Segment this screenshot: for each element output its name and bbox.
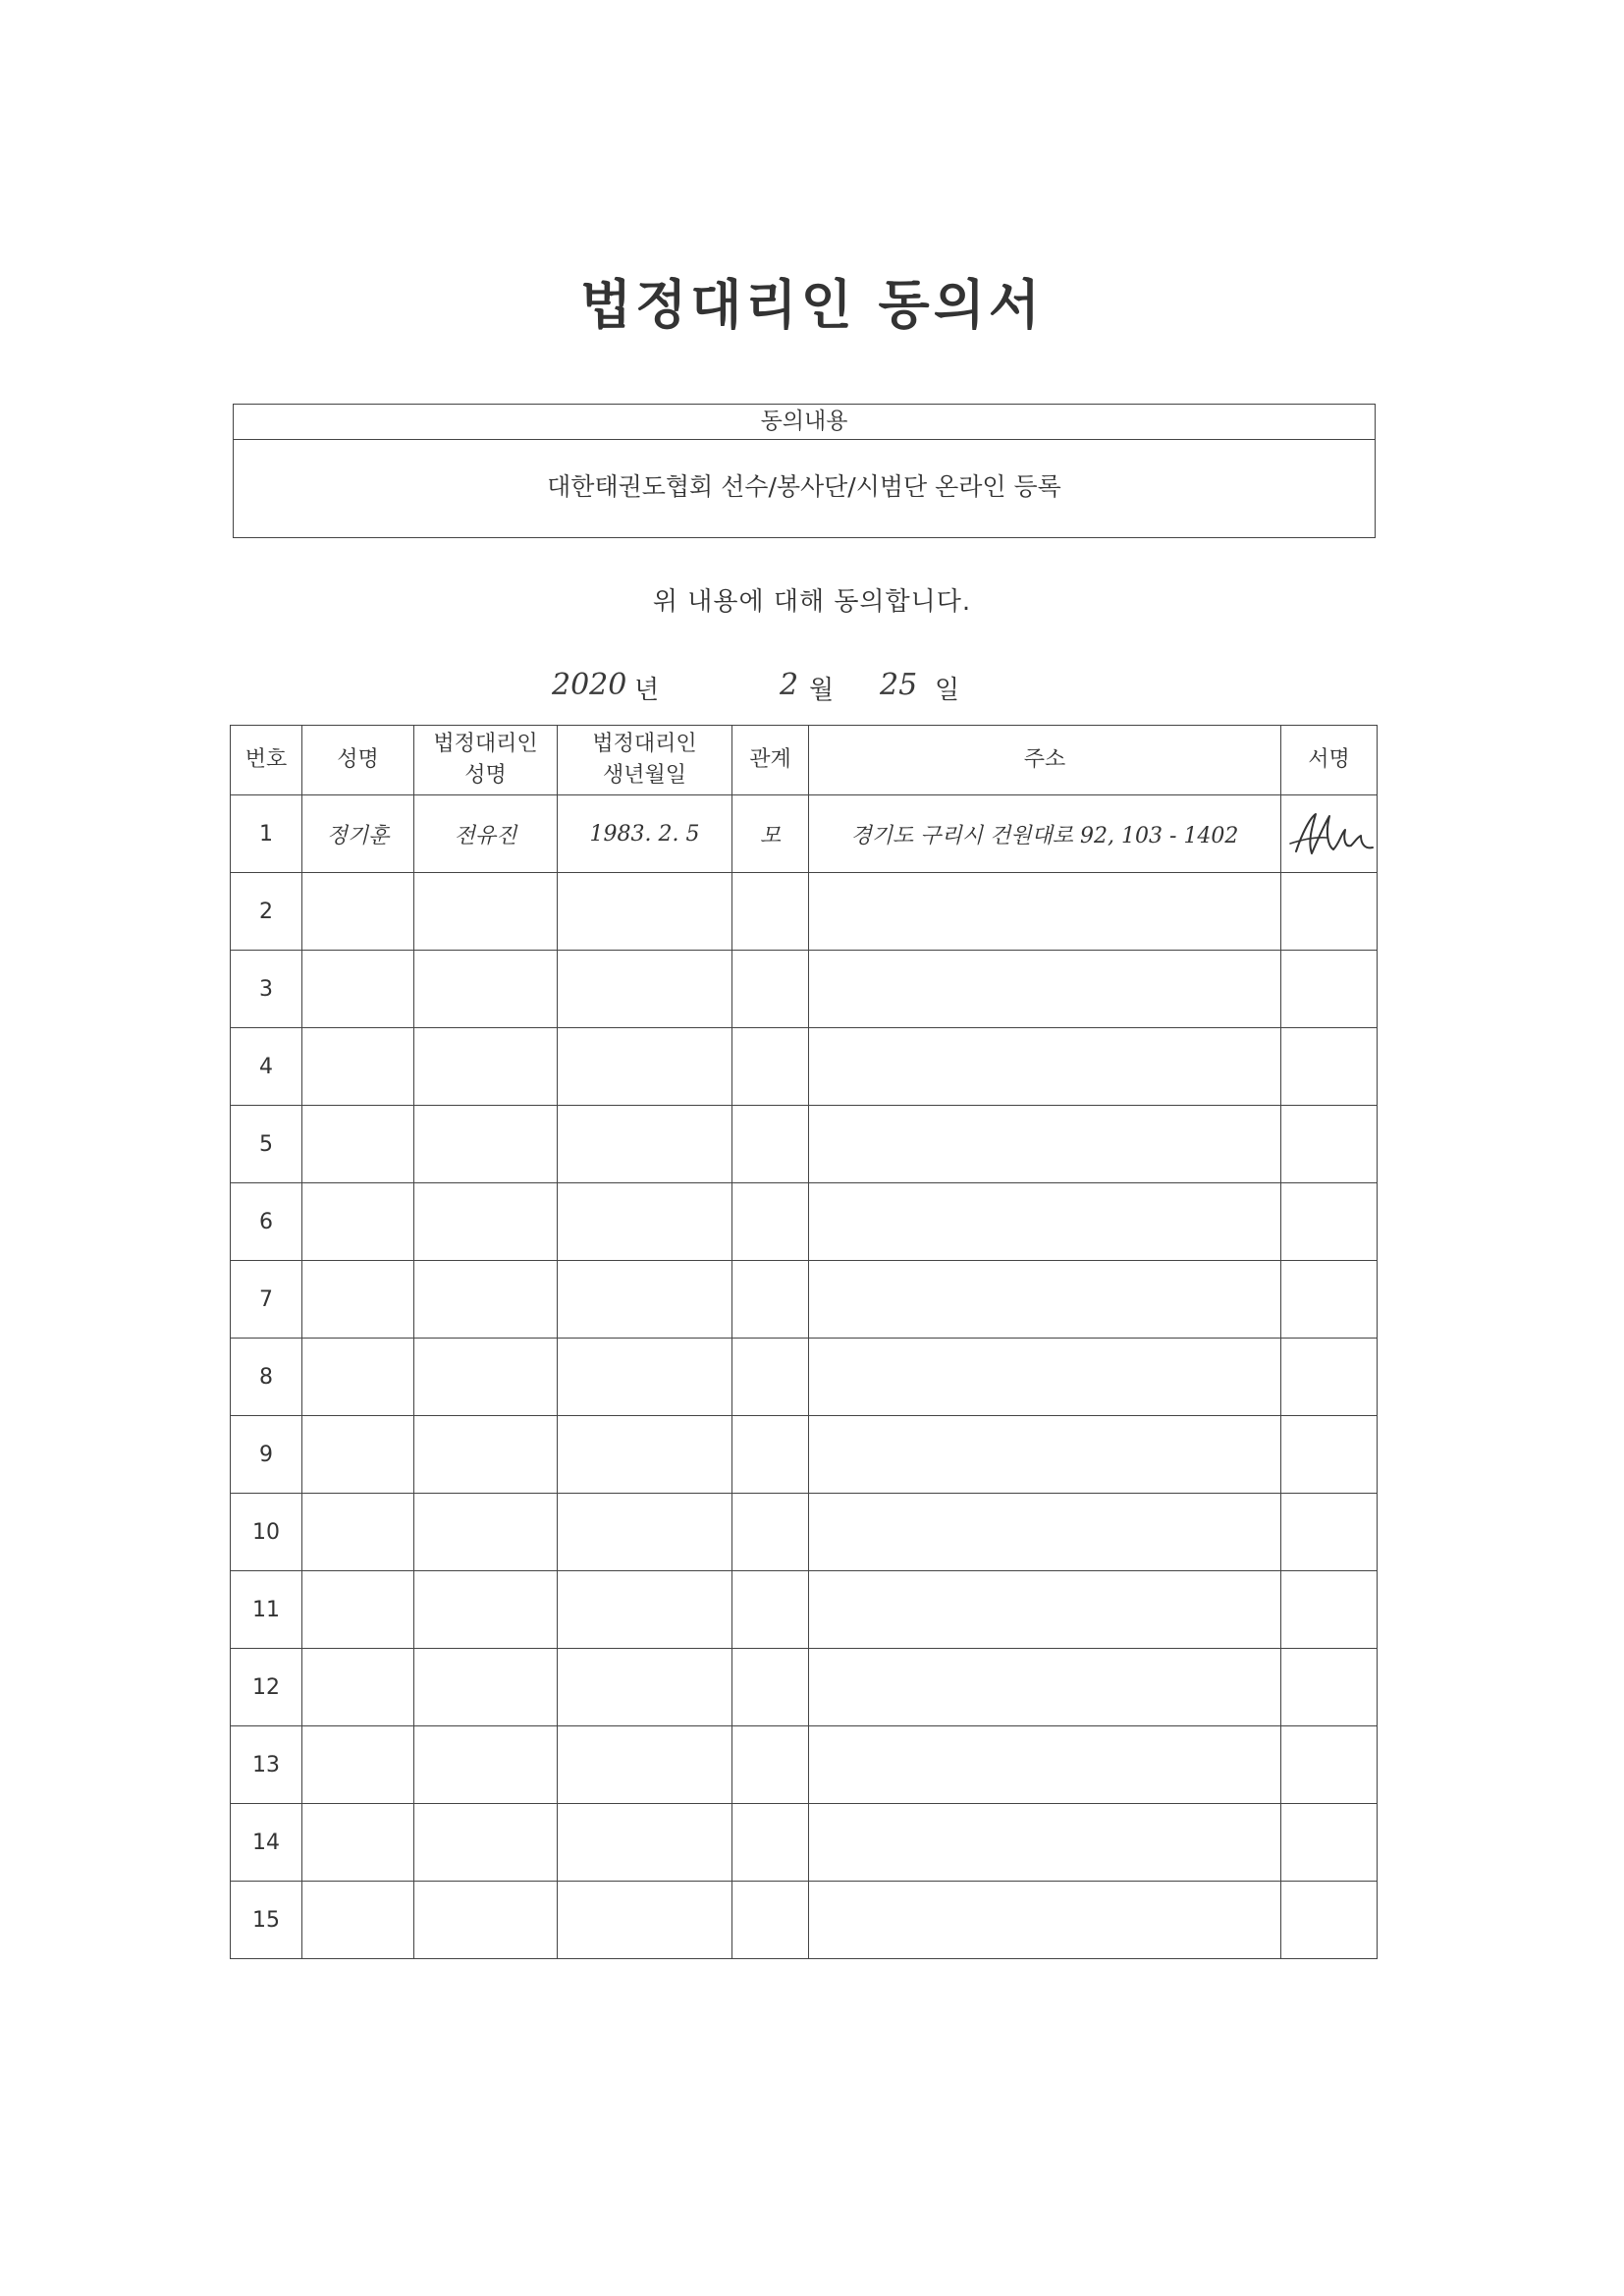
row-relation [732,1416,809,1494]
row-guardian-birth [558,951,732,1028]
table-row [231,1494,1378,1571]
row-number: 11 [231,1571,302,1649]
header-guardian-name [414,726,558,795]
row-guardian-name [414,1183,558,1261]
row-address [809,1726,1281,1804]
table-row [231,1339,1378,1416]
row-name [302,1106,414,1183]
row-address [809,1649,1281,1726]
row-guardian-birth [558,1494,732,1571]
row-signature [1281,1416,1378,1494]
row-number: 5 [231,1106,302,1183]
row-guardian-name [414,1726,558,1804]
row-number: 12 [231,1649,302,1726]
row-name [302,1571,414,1649]
row-name [302,1649,414,1726]
row-name [302,1726,414,1804]
row-guardian-birth [558,1261,732,1339]
consent-body: 대한태권도협회 선수/봉사단/시범단 온라인 등록 [547,472,1061,501]
table-row [231,1882,1378,1959]
table-row [231,1804,1378,1882]
row-number: 1 [231,795,302,873]
row-guardian-name: 전유진 [414,795,558,873]
header-guardian-birth-line2: 생년월일 [602,763,686,788]
table-row [231,1726,1378,1804]
document-title: 법정대리인 동의서 [579,273,1045,336]
row-guardian-birth [558,1804,732,1882]
row-guardian-name [414,1571,558,1649]
row-relation [732,1882,809,1959]
header-signature: 서명 [1281,726,1378,795]
row-relation [732,951,809,1028]
row-relation [732,1028,809,1106]
row-name [302,1183,414,1261]
row-number: 15 [231,1882,302,1959]
row-signature [1281,873,1378,951]
date-day-label: 일 [935,676,960,705]
row-guardian-name [414,1649,558,1726]
row-name [302,951,414,1028]
date-line [0,664,1624,713]
row-relation [732,1571,809,1649]
table-row [231,1183,1378,1261]
header-address: 주소 [809,726,1281,795]
row-number: 9 [231,1416,302,1494]
row-address [809,1183,1281,1261]
row-signature [1281,1726,1378,1804]
row-guardian-birth [558,1028,732,1106]
row-guardian-birth [558,1649,732,1726]
header-name: 성명 [302,726,414,795]
row-relation [732,1804,809,1882]
row-relation: 모 [732,795,809,873]
header-guardian-name-line1: 법정대리인 [433,732,538,756]
row-guardian-birth [558,1106,732,1183]
row-signature [1281,951,1378,1028]
row-guardian-name [414,951,558,1028]
row-address [809,1339,1281,1416]
table-row [231,1106,1378,1183]
table-row [231,1649,1378,1726]
row-signature [1281,1028,1378,1106]
header-relation: 관계 [732,726,809,795]
row-guardian-name [414,1339,558,1416]
row-guardian-name [414,1882,558,1959]
row-relation [732,1106,809,1183]
row-guardian-name [414,1028,558,1106]
row-relation [732,1183,809,1261]
row-signature [1281,1106,1378,1183]
row-signature [1281,1183,1378,1261]
header-guardian-birth [558,726,732,795]
table-row [231,951,1378,1028]
header-number: 번호 [231,726,302,795]
row-relation [732,1261,809,1339]
row-signature [1281,1494,1378,1571]
row-guardian-name [414,1494,558,1571]
row-number: 6 [231,1183,302,1261]
row-address [809,1416,1281,1494]
row-number: 2 [231,873,302,951]
row-guardian-name [414,1804,558,1882]
table-header-row [231,726,1378,795]
row-number: 3 [231,951,302,1028]
row-address [809,1882,1281,1959]
row-number: 13 [231,1726,302,1804]
row-number: 14 [231,1804,302,1882]
row-name [302,1882,414,1959]
header-guardian-birth-line1: 법정대리인 [592,732,697,756]
row-signature [1281,795,1378,873]
row-relation [732,873,809,951]
table-row [231,795,1378,873]
date-month: 2 [780,668,799,702]
row-relation [732,1494,809,1571]
row-relation [732,1339,809,1416]
row-address [809,1571,1281,1649]
row-signature [1281,1649,1378,1726]
row-address [809,873,1281,951]
row-name [302,1261,414,1339]
row-guardian-name [414,1106,558,1183]
row-name [302,1028,414,1106]
date-day: 25 [880,668,918,702]
row-number: 10 [231,1494,302,1571]
agreement-statement: 위 내용에 대해 동의합니다. [652,587,972,617]
row-guardian-name [414,873,558,951]
row-guardian-birth [558,1183,732,1261]
handwritten-signature [1282,804,1377,863]
row-name: 정기훈 [302,795,414,873]
row-name [302,1494,414,1571]
row-guardian-birth [558,1571,732,1649]
row-name [302,1804,414,1882]
row-guardian-birth [558,1726,732,1804]
date-year: 2020 [552,668,627,702]
table-row [231,873,1378,951]
row-signature [1281,1261,1378,1339]
date-year-label: 년 [634,676,660,705]
row-guardian-birth [558,1416,732,1494]
consent-content-box [233,404,1376,538]
row-guardian-birth [558,1339,732,1416]
row-number: 8 [231,1339,302,1416]
row-address [809,1261,1281,1339]
table-row [231,1261,1378,1339]
row-address [809,1106,1281,1183]
row-number: 7 [231,1261,302,1339]
date-month-label: 월 [809,676,835,705]
guardian-table [230,725,1378,1959]
row-number: 4 [231,1028,302,1106]
row-signature [1281,1571,1378,1649]
table-row [231,1416,1378,1494]
row-name [302,1339,414,1416]
row-signature [1281,1804,1378,1882]
row-relation [732,1726,809,1804]
row-guardian-birth [558,873,732,951]
row-guardian-birth [558,1882,732,1959]
row-guardian-name [414,1416,558,1494]
row-address [809,951,1281,1028]
row-name [302,873,414,951]
row-guardian-birth: 1983. 2. 5 [558,795,732,873]
table-row [231,1028,1378,1106]
row-address [809,1028,1281,1106]
consent-heading: 동의내용 [234,405,1375,440]
row-name [302,1416,414,1494]
row-address [809,1494,1281,1571]
row-relation [732,1649,809,1726]
row-signature [1281,1882,1378,1959]
row-guardian-name [414,1261,558,1339]
row-address: 경기도 구리시 건원대로 92, 103 - 1402 [809,795,1281,873]
row-address [809,1804,1281,1882]
row-signature [1281,1339,1378,1416]
table-row [231,1571,1378,1649]
header-guardian-name-line2: 성명 [464,763,507,788]
